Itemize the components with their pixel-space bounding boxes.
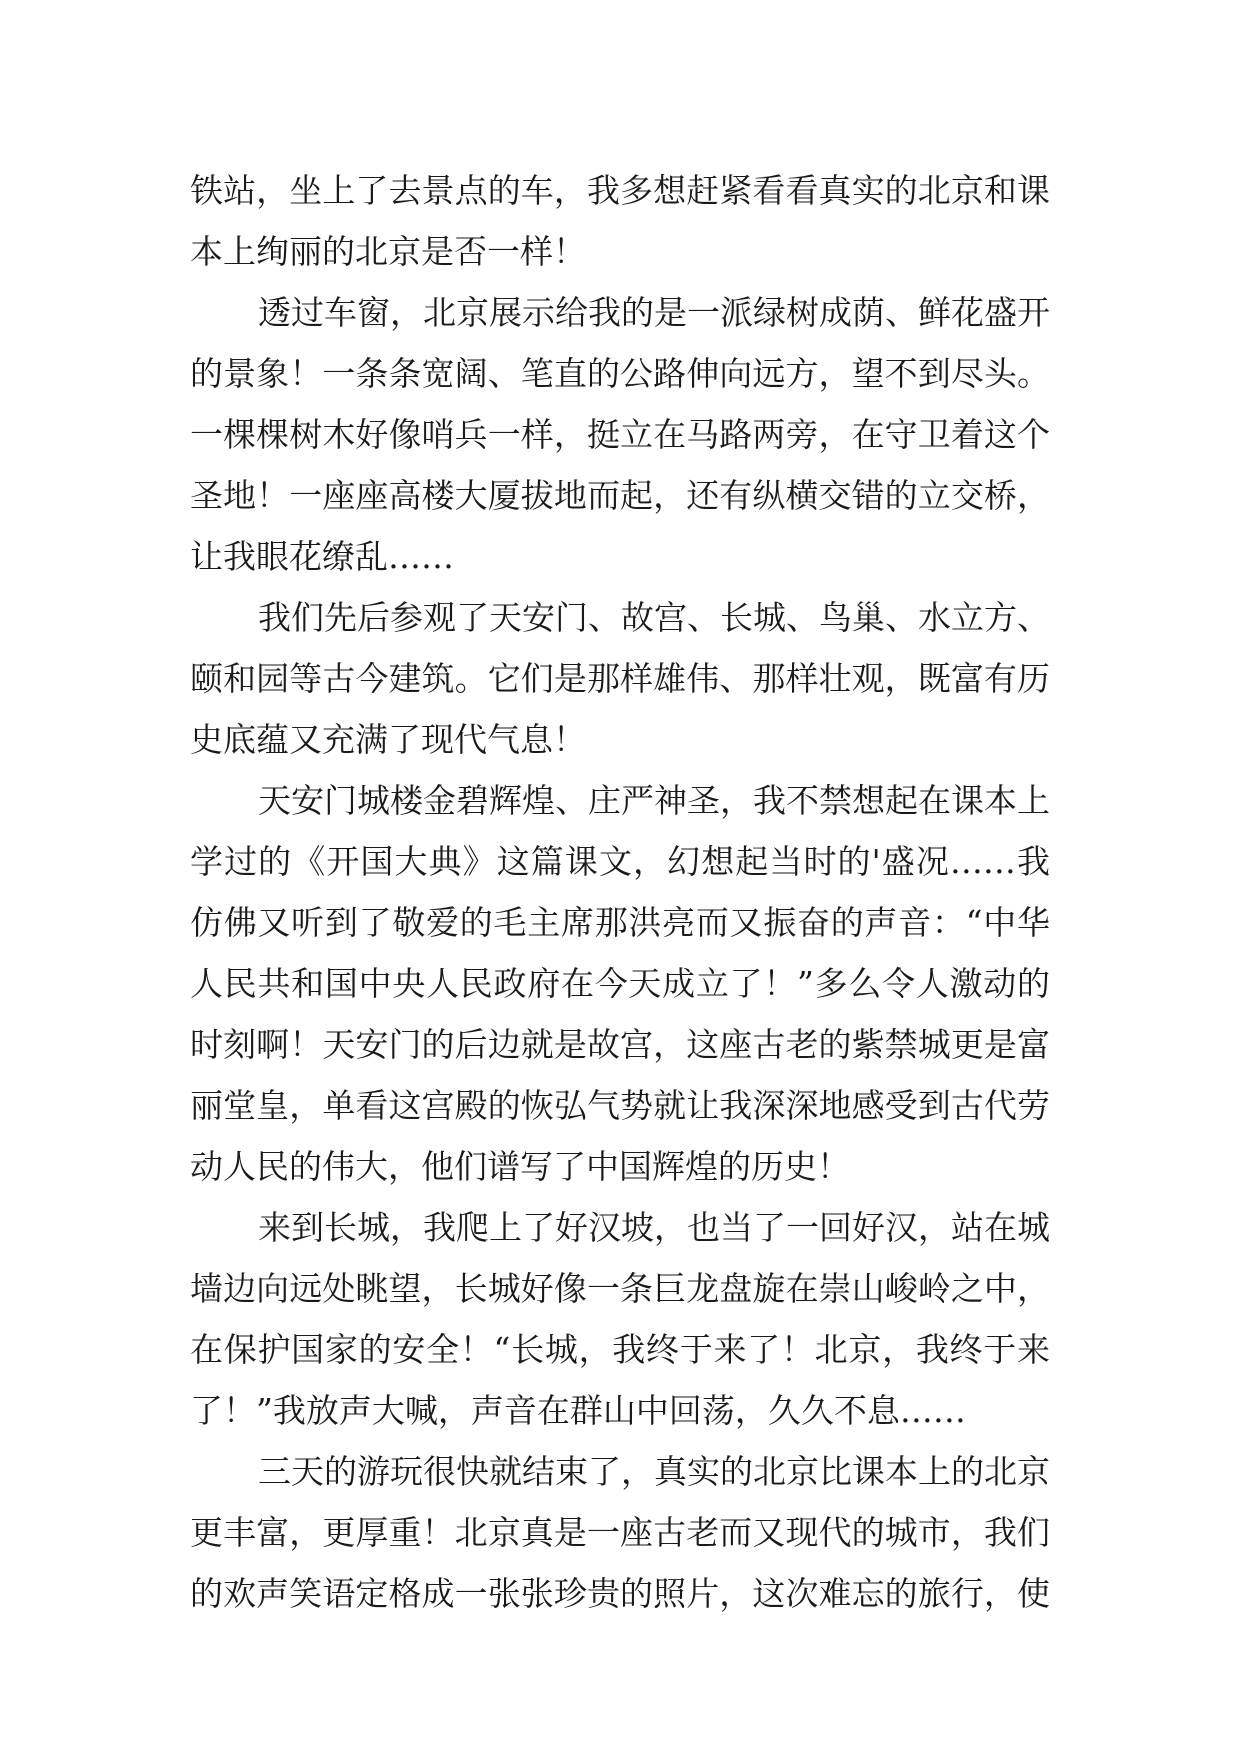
text-line: 仿佛又听到了敬爱的毛主席那洪亮而又振奋的声音：“中华 <box>190 903 1050 942</box>
text-line: 三天的游玩很快就结束了，真实的北京比课本上的北京 <box>258 1452 1050 1491</box>
text-line: 本上绚丽的北京是否一样！ <box>190 232 586 271</box>
text-line: 动人民的伟大，他们谱写了中国辉煌的历史！ <box>190 1147 850 1186</box>
text-line: 学过的《开国大典》这篇课文，幻想起当时的'盛况……我 <box>190 842 1050 881</box>
text-line: 透过车窗，北京展示给我的是一派绿树成荫、鲜花盛开 <box>258 293 1050 332</box>
text-line: 颐和园等古今建筑。它们是那样雄伟、那样壮观，既富有历 <box>190 659 1050 698</box>
text-line: 史底蕴又充满了现代气息！ <box>190 720 586 759</box>
text-line: 时刻啊！天安门的后边就是故宫，这座古老的紫禁城更是富 <box>190 1025 1050 1064</box>
text-line: 墙边向远处眺望，长城好像一条巨龙盘旋在崇山峻岭之中， <box>190 1269 1050 1308</box>
essay-body <box>190 160 1050 1624</box>
text-line: 我们先后参观了天安门、故宫、长城、鸟巢、水立方、 <box>258 598 1050 637</box>
text-line: 圣地！一座座高楼大厦拔地而起，还有纵横交错的立交桥， <box>190 476 1050 515</box>
text-line: 天安门城楼金碧辉煌、庄严神圣，我不禁想起在课本上 <box>258 781 1050 820</box>
text-line: 来到长城，我爬上了好汉坡，也当了一回好汉，站在城 <box>258 1208 1050 1247</box>
text-line: 在保护国家的安全！“长城，我终于来了！北京，我终于来 <box>190 1330 1050 1369</box>
text-line: 了！”我放声大喊，声音在群山中回荡，久久不息…… <box>190 1391 966 1430</box>
text-line: 的景象！一条条宽阔、笔直的公路伸向远方，望不到尽头。 <box>190 354 1050 393</box>
text-line: 人民共和国中央人民政府在今天成立了！”多么令人激动的 <box>190 964 1050 1003</box>
text-line: 丽堂皇，单看这宫殿的恢弘气势就让我深深地感受到古代劳 <box>190 1086 1050 1125</box>
text-line: 的欢声笑语定格成一张张珍贵的照片，这次难忘的旅行，使 <box>190 1574 1050 1613</box>
text-line: 一棵棵树木好像哨兵一样，挺立在马路两旁，在守卫着这个 <box>190 415 1050 454</box>
text-line: 铁站，坐上了去景点的车，我多想赶紧看看真实的北京和课 <box>190 171 1050 210</box>
text-line: 让我眼花缭乱…… <box>190 537 454 576</box>
text-line: 更丰富，更厚重！北京真是一座古老而又现代的城市，我们 <box>190 1513 1050 1552</box>
